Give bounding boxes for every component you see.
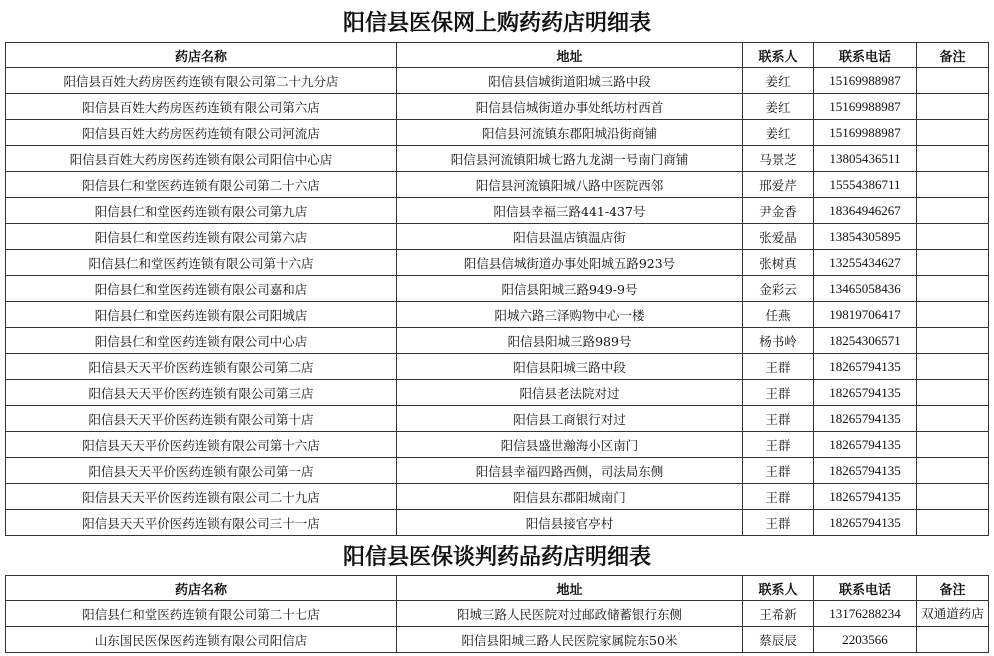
cell-address: 阳信县工商银行对过 xyxy=(397,406,743,432)
cell-note xyxy=(917,458,989,484)
table-row xyxy=(6,432,989,458)
table-row xyxy=(6,224,989,250)
table-row xyxy=(6,627,989,653)
cell-contact: 王群 xyxy=(743,432,814,458)
table-row xyxy=(6,354,989,380)
table-row xyxy=(6,458,989,484)
cell-note xyxy=(917,250,989,276)
cell-phone: 18364946267 xyxy=(814,198,917,224)
cell-contact: 王群 xyxy=(743,484,814,510)
cell-contact: 任燕 xyxy=(743,302,814,328)
cell-address: 阳信县老法院对过 xyxy=(397,380,743,406)
table-row xyxy=(6,380,989,406)
cell-phone: 18265794135 xyxy=(814,354,917,380)
table-header-row xyxy=(6,43,989,68)
cell-contact: 王希新 xyxy=(743,601,814,627)
cell-note xyxy=(917,406,989,432)
cell-phone: 18265794135 xyxy=(814,458,917,484)
cell-name: 阳信县天天平价医药连锁有限公司第十店 xyxy=(6,406,397,432)
table-row xyxy=(6,406,989,432)
col-header-phone: 联系电话 xyxy=(814,43,917,68)
cell-contact: 王群 xyxy=(743,354,814,380)
cell-name: 山东国民医保医药连锁有限公司阳信店 xyxy=(6,627,397,653)
cell-note xyxy=(917,276,989,302)
cell-name: 阳信县天天平价医药连锁有限公司第三店 xyxy=(6,380,397,406)
cell-address: 阳信县阳城三路949-9号 xyxy=(397,276,743,302)
cell-name: 阳信县天天平价医药连锁有限公司二十九店 xyxy=(6,484,397,510)
cell-address: 阳信县幸福三路441-437号 xyxy=(397,198,743,224)
cell-address: 阳信县信城街道阳城三路中段 xyxy=(397,68,743,94)
cell-address: 阳信县幸福四路西侧，司法局东侧 xyxy=(397,458,743,484)
table-row xyxy=(6,120,989,146)
cell-phone: 15554386711 xyxy=(814,172,917,198)
cell-note xyxy=(917,432,989,458)
cell-phone: 18265794135 xyxy=(814,510,917,536)
cell-name: 阳信县百姓大药房医药连锁有限公司阳信中心店 xyxy=(6,146,397,172)
cell-note xyxy=(917,510,989,536)
cell-phone: 18254306571 xyxy=(814,328,917,354)
cell-phone: 15169988987 xyxy=(814,120,917,146)
cell-name: 阳信县仁和堂医药连锁有限公司嘉和店 xyxy=(6,276,397,302)
cell-phone: 18265794135 xyxy=(814,484,917,510)
cell-contact: 尹金香 xyxy=(743,198,814,224)
cell-address: 阳信县河流镇阳城八路中医院西邻 xyxy=(397,172,743,198)
cell-address: 阳信县河流镇阳城七路九龙湖一号南门商铺 xyxy=(397,146,743,172)
cell-address: 阳信县阳城三路人民医院家属院东50米 xyxy=(397,627,743,653)
table-row xyxy=(6,276,989,302)
cell-note xyxy=(917,302,989,328)
cell-address: 阳城三路人民医院对过邮政储蓄银行东侧 xyxy=(397,601,743,627)
cell-address: 阳信县东郡阳城南门 xyxy=(397,484,743,510)
cell-contact: 张爱晶 xyxy=(743,224,814,250)
cell-phone: 13255434627 xyxy=(814,250,917,276)
cell-note xyxy=(917,354,989,380)
cell-note xyxy=(917,68,989,94)
table-row xyxy=(6,172,989,198)
cell-note xyxy=(917,120,989,146)
cell-name: 阳信县天天平价医药连锁有限公司第二店 xyxy=(6,354,397,380)
col-header-address: 地址 xyxy=(397,576,743,601)
negotiated-drug-pharmacy-table xyxy=(5,575,989,653)
table-row xyxy=(6,484,989,510)
cell-contact: 姜红 xyxy=(743,120,814,146)
cell-note xyxy=(917,198,989,224)
cell-phone: 15169988987 xyxy=(814,94,917,120)
cell-phone: 15169988987 xyxy=(814,68,917,94)
cell-contact: 蔡辰辰 xyxy=(743,627,814,653)
cell-phone: 13176288234 xyxy=(814,601,917,627)
table-row xyxy=(6,94,989,120)
col-header-phone: 联系电话 xyxy=(814,576,917,601)
table-row xyxy=(6,601,989,627)
cell-name: 阳信县仁和堂医药连锁有限公司第二十七店 xyxy=(6,601,397,627)
col-header-contact: 联系人 xyxy=(743,43,814,68)
cell-contact: 王群 xyxy=(743,380,814,406)
cell-phone: 2203566 xyxy=(814,627,917,653)
table-row xyxy=(6,198,989,224)
cell-contact: 姜红 xyxy=(743,94,814,120)
cell-phone: 18265794135 xyxy=(814,406,917,432)
cell-contact: 杨书岭 xyxy=(743,328,814,354)
table-row xyxy=(6,250,989,276)
col-header-note: 备注 xyxy=(917,43,989,68)
cell-name: 阳信县仁和堂医药连锁有限公司中心店 xyxy=(6,328,397,354)
table-row xyxy=(6,302,989,328)
col-header-contact: 联系人 xyxy=(743,576,814,601)
cell-note xyxy=(917,224,989,250)
table-row xyxy=(6,146,989,172)
cell-address: 阳信县阳城三路989号 xyxy=(397,328,743,354)
cell-name: 阳信县仁和堂医药连锁有限公司第九店 xyxy=(6,198,397,224)
cell-contact: 邢爱芹 xyxy=(743,172,814,198)
cell-contact: 王群 xyxy=(743,406,814,432)
cell-phone: 13805436511 xyxy=(814,146,917,172)
cell-name: 阳信县百姓大药房医药连锁有限公司河流店 xyxy=(6,120,397,146)
cell-note xyxy=(917,172,989,198)
table-header-row xyxy=(6,576,989,601)
table-row xyxy=(6,510,989,536)
cell-note xyxy=(917,94,989,120)
cell-name: 阳信县仁和堂医药连锁有限公司第二十六店 xyxy=(6,172,397,198)
page-title-online-pharmacies: 阳信县医保网上购药药店明细表 xyxy=(342,11,651,36)
cell-note xyxy=(917,328,989,354)
cell-address: 阳信县接官亭村 xyxy=(397,510,743,536)
cell-contact: 王群 xyxy=(743,510,814,536)
cell-phone: 18265794135 xyxy=(814,432,917,458)
cell-note xyxy=(917,380,989,406)
cell-name: 阳信县仁和堂医药连锁有限公司第六店 xyxy=(6,224,397,250)
cell-name: 阳信县仁和堂医药连锁有限公司阳城店 xyxy=(6,302,397,328)
cell-phone: 18265794135 xyxy=(814,380,917,406)
cell-address: 阳信县盛世瀚海小区南门 xyxy=(397,432,743,458)
cell-name: 阳信县天天平价医药连锁有限公司三十一店 xyxy=(6,510,397,536)
cell-address: 阳信县温店镇温店街 xyxy=(397,224,743,250)
cell-phone: 19819706417 xyxy=(814,302,917,328)
col-header-note: 备注 xyxy=(917,576,989,601)
page-title-negotiated-drugs: 阳信县医保谈判药品药店明细表 xyxy=(342,545,651,570)
cell-contact: 金彩云 xyxy=(743,276,814,302)
cell-address: 阳信县信城街道办事处阳城五路923号 xyxy=(397,250,743,276)
cell-address: 阳信县信城街道办事处纸坊村西首 xyxy=(397,94,743,120)
online-pharmacy-table xyxy=(5,42,989,536)
cell-phone: 13854305895 xyxy=(814,224,917,250)
col-header-address: 地址 xyxy=(397,43,743,68)
cell-name: 阳信县百姓大药房医药连锁有限公司第六店 xyxy=(6,94,397,120)
cell-contact: 马景芝 xyxy=(743,146,814,172)
table-row xyxy=(6,328,989,354)
cell-note xyxy=(917,627,989,653)
cell-note: 双通道药店 xyxy=(917,601,989,627)
cell-note xyxy=(917,484,989,510)
cell-phone: 13465058436 xyxy=(814,276,917,302)
cell-name: 阳信县百姓大药房医药连锁有限公司第二十九分店 xyxy=(6,68,397,94)
cell-address: 阳城六路三泽购物中心一楼 xyxy=(397,302,743,328)
table-row xyxy=(6,68,989,94)
cell-name: 阳信县仁和堂医药连锁有限公司第十六店 xyxy=(6,250,397,276)
cell-address: 阳信县阳城三路中段 xyxy=(397,354,743,380)
cell-name: 阳信县天天平价医药连锁有限公司第一店 xyxy=(6,458,397,484)
cell-contact: 王群 xyxy=(743,458,814,484)
col-header-name: 药店名称 xyxy=(6,576,397,601)
cell-note xyxy=(917,146,989,172)
cell-contact: 姜红 xyxy=(743,68,814,94)
cell-name: 阳信县天天平价医药连锁有限公司第十六店 xyxy=(6,432,397,458)
cell-contact: 张树真 xyxy=(743,250,814,276)
cell-address: 阳信县河流镇东郡阳城沿街商铺 xyxy=(397,120,743,146)
col-header-name: 药店名称 xyxy=(6,43,397,68)
